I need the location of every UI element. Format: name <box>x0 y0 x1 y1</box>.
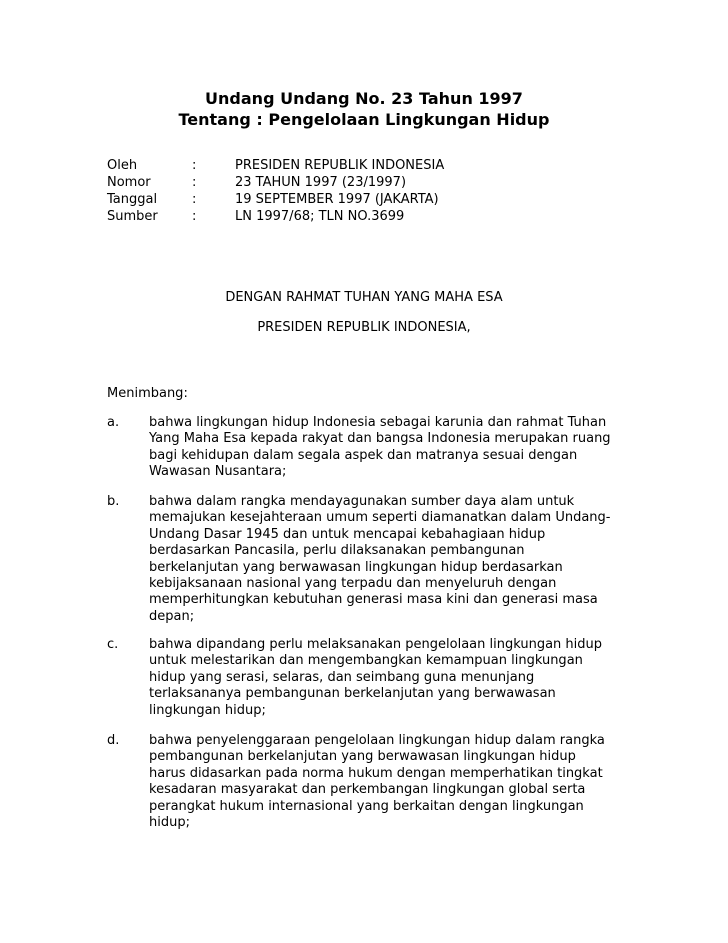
item-line: untuk melestarikan dan mengembangkan kemampuan lingkungan <box>149 653 583 669</box>
item-line: pembangunan berkelanjutan yang berwawasan lingkungan hidup <box>149 749 576 765</box>
item-line: bahwa dipandang perlu melaksanakan pengelolaan lingkungan hidup <box>149 637 603 652</box>
item-line: Wawasan Nusantara; <box>149 464 287 480</box>
menimbang-item-b <box>107 494 627 625</box>
item-line: berdasarkan Pancasila, perlu dilaksanakan pembangunan <box>149 543 525 559</box>
document-header <box>0 88 728 130</box>
meta-row-nomor <box>107 174 444 191</box>
item-text <box>149 733 627 831</box>
meta-key: Tanggal <box>107 192 158 207</box>
item-line: kesadaran masyarakat dan perkembangan lingkungan global serta <box>149 782 586 798</box>
item-letter: b. <box>107 494 120 509</box>
document-subtitle: Tentang : Pengelolaan Lingkungan Hidup <box>178 110 550 129</box>
item-line: terlaksananya pembangunan berkelanjutan yang berwawasan <box>149 686 556 702</box>
item-line: kebijaksanaan nasional yang terpadu dan menyeluruh dengan <box>149 576 557 592</box>
item-letter: a. <box>107 415 120 430</box>
item-text <box>149 494 627 625</box>
meta-row-oleh <box>107 157 444 174</box>
item-line: bagi kehidupan dalam segala aspek dan matranya sesuai dengan <box>149 447 578 463</box>
preamble-rahmat: DENGAN RAHMAT TUHAN YANG MAHA ESA <box>225 290 503 305</box>
item-line: berkelanjutan yang berwawasan lingkungan hidup berdasarkan <box>149 559 563 575</box>
meta-value: 23 TAHUN 1997 (23/1997) <box>235 175 407 190</box>
item-text <box>149 637 627 719</box>
item-line: Yang Maha Esa kepada rakyat dan bangsa Indonesia merupakan ruang <box>149 431 611 447</box>
item-line: depan; <box>149 608 195 624</box>
meta-separator: : <box>192 158 197 173</box>
item-letter: c. <box>107 637 119 652</box>
menimbang-item-c <box>107 637 627 719</box>
item-line: hidup yang serasi, selaras, dan seimbang guna menunjang <box>149 669 535 685</box>
item-line: perangkat hukum internasional yang berkaitan dengan lingkungan <box>149 798 584 814</box>
meta-separator: : <box>192 175 197 190</box>
item-line: hidup; <box>149 815 190 831</box>
item-line: Undang Dasar 1945 dan untuk mencapai kebahagiaan hidup <box>149 526 546 542</box>
meta-value: LN 1997/68; TLN NO.3699 <box>235 209 405 224</box>
meta-value: PRESIDEN REPUBLIK INDONESIA <box>235 158 445 173</box>
meta-row-tanggal <box>107 191 444 208</box>
meta-key: Oleh <box>107 158 138 173</box>
item-line: lingkungan hidup; <box>149 702 266 718</box>
meta-row-sumber <box>107 208 444 225</box>
item-line: harus didasarkan pada norma hukum dengan memperhatikan tingkat <box>149 765 603 781</box>
item-line: bahwa lingkungan hidup Indonesia sebagai karunia dan rahmat Tuhan <box>149 415 607 430</box>
menimbang-heading: Menimbang: <box>107 386 188 401</box>
metadata-table <box>107 157 444 225</box>
item-letter: d. <box>107 733 120 748</box>
item-line: memajukan kesejahteraan umum seperti diamanatkan dalam Undang- <box>149 510 611 526</box>
item-line: bahwa dalam rangka mendayagunakan sumber daya alam untuk <box>149 494 575 509</box>
meta-key: Sumber <box>107 209 158 224</box>
menimbang-item-d <box>107 733 627 831</box>
meta-separator: : <box>192 209 197 224</box>
item-line: memperhitungkan kebutuhan generasi masa kini dan generasi masa <box>149 592 598 608</box>
item-text <box>149 415 627 481</box>
meta-separator: : <box>192 192 197 207</box>
preamble-presiden: PRESIDEN REPUBLIK INDONESIA, <box>257 320 471 335</box>
meta-value: 19 SEPTEMBER 1997 (JAKARTA) <box>235 192 439 207</box>
item-line: bahwa penyelenggaraan pengelolaan lingkungan hidup dalam rangka <box>149 733 605 748</box>
meta-key: Nomor <box>107 175 151 190</box>
document-title: Undang Undang No. 23 Tahun 1997 <box>205 89 523 108</box>
menimbang-item-a <box>107 415 627 481</box>
